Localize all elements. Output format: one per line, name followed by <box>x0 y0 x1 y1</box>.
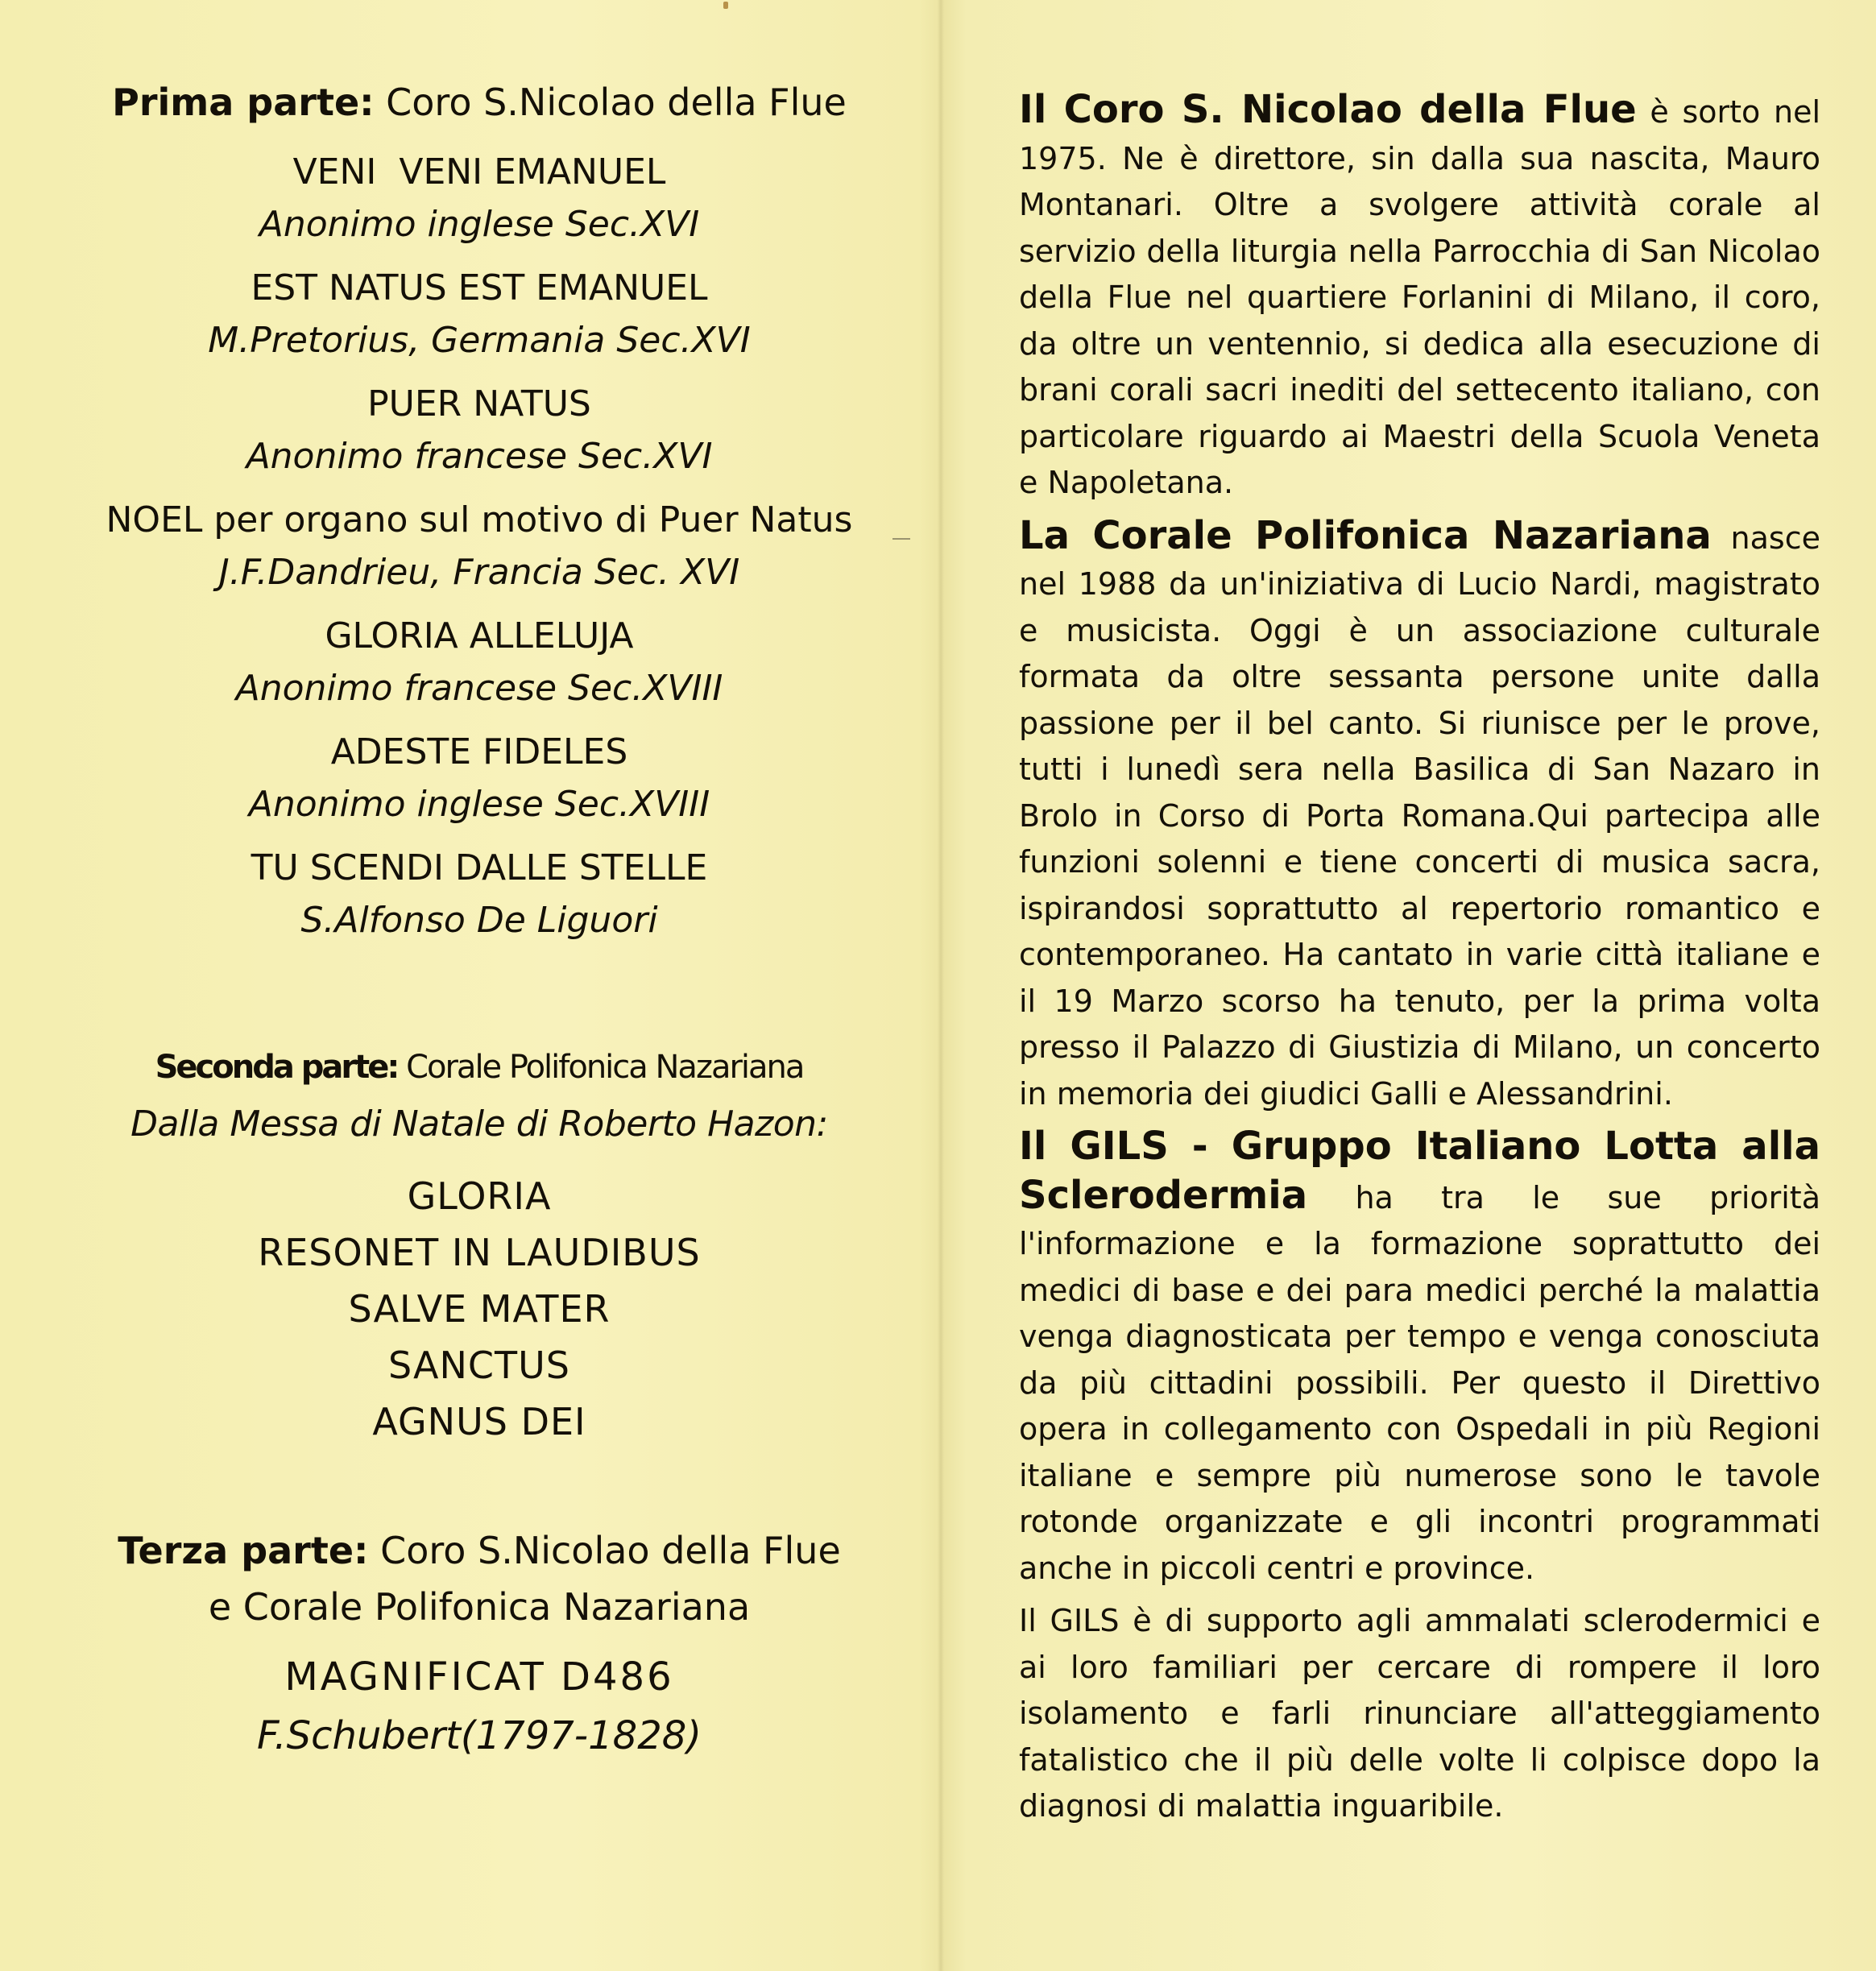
piece-item <box>89 495 870 599</box>
part3-piece-title: MAGNIFICAT D486 <box>284 1654 674 1700</box>
program-panel <box>89 74 870 1764</box>
paper-mark <box>723 2 728 9</box>
mass-piece: SANCTUS <box>387 1344 571 1387</box>
piece-author: Anonimo inglese Sec.XVIII <box>248 784 710 825</box>
piece-author: M.Pretorius, Germania Sec.XVI <box>208 320 751 361</box>
part1-heading <box>89 74 870 130</box>
piece-title: EST NATUS EST EMANUEL <box>251 267 708 308</box>
piece-item <box>89 379 870 483</box>
part3-performer: Coro S.Nicolao della Flue <box>380 1529 841 1572</box>
piece-title: GLORIA ALLELUJA <box>325 615 634 656</box>
about-panel <box>1019 87 1820 1836</box>
part2-heading <box>89 1039 870 1095</box>
part2-intro: Dalla Messa di Natale di Roberto Hazon: <box>130 1104 828 1145</box>
corale-paragraph <box>1019 513 1820 1118</box>
mass-piece: AGNUS DEI <box>372 1400 586 1443</box>
mass-piece: GLORIA <box>407 1174 552 1218</box>
coro-text: è sorto nel 1975. Ne è direttore, sin dalla sua nascita, Mauro Montanari. Oltre a svolgere attività corale al servizio della liturgia nella Parrocchia di San Nicolao della Flue nel quartiere Forlanini di Milano, il coro, da oltre un ventennio, si dedica alla esecuzione di brani corali sacri inediti del settecento italiano, con particolare riguardo ai Maestri della Scuola Veneta e Napoletana. <box>1019 94 1820 500</box>
part1-performer: Coro S.Nicolao della Flue <box>386 81 847 124</box>
piece-item <box>89 727 870 831</box>
gils-paragraph <box>1019 1124 1820 1592</box>
part3-piece-author: F.Schubert(1797-1828) <box>256 1713 702 1758</box>
piece-title: NOEL per organo sul motivo di Puer Natus <box>106 499 853 540</box>
piece-author: S.Alfonso De Liguori <box>300 900 658 941</box>
piece-author: J.F.Dandrieu, Francia Sec. XVI <box>218 552 740 593</box>
coro-lead: Il Coro S. Nicolao della Flue <box>1019 87 1637 132</box>
part2-performer: Corale Polifonica Nazariana <box>406 1049 804 1086</box>
fold-mark <box>892 538 910 540</box>
piece-author: Anonimo francese Sec.XVI <box>246 436 713 477</box>
piece-title: PUER NATUS <box>367 383 591 424</box>
mass-piece: SALVE MATER <box>348 1287 611 1331</box>
part1-pieces <box>89 147 870 947</box>
piece-title: ADESTE FIDELES <box>330 731 628 772</box>
part3-heading <box>89 1522 870 1579</box>
part2-label: Seconda parte: <box>155 1049 398 1086</box>
piece-title: TU SCENDI DALLE STELLE <box>251 847 708 888</box>
piece-author: Anonimo inglese Sec.XVI <box>259 204 700 245</box>
piece-item <box>89 147 870 251</box>
coro-paragraph <box>1019 87 1820 507</box>
piece-title: VENI VENI EMANUEL <box>292 151 666 193</box>
corale-text: nasce nel 1988 da un'iniziativa di Lucio Nardi, magistrato e musicista. Oggi è un associazione culturale formata da oltre sessanta persone unite dalla passione per il bel canto. Si riunisce per le prove, tutti i lunedì sera nella Basilica di San Nazaro in Brolo in Corso di Porta Romana.Qui partecipa alle funzioni solenni e tiene concerti di musica sacra, ispirandosi soprattutto al repertorio romantico e contemporaneo. Ha cantato in varie città italiane e il 19 Marzo scorso ha tenuto, per la prima volta presso il Palazzo di Giustizia di Milano, un concerto in memoria dei giudici Galli e Alessandrini. <box>1019 520 1820 1112</box>
gils-support-paragraph: Il GILS è di supporto agli ammalati sclerodermici e ai loro familiari per cercare di rompere il loro isolamento e farli rinunciare all'atteggiamento fatalistico che il più delle volte li colpisce dopo la diagnosi di malattia inguaribile. <box>1019 1603 1820 1824</box>
gils-text: ha tra le sue priorità l'informazione e la formazione soprattutto dei medici di base e dei para medici perché la malattia venga diagnosticata per tempo e venga conosciuta da più cittadini possibili. Per questo il Direttivo opera in collegamento con Ospedali in più Regioni italiane e sempre più numerose sono le tavole rotonde organizzate e gli incontri programmati anche in piccoli centri e province. <box>1019 1179 1820 1586</box>
part1-label: Prima parte: <box>112 81 375 124</box>
corale-lead: La Corale Polifonica Nazariana <box>1019 512 1712 558</box>
mass-piece: RESONET IN LAUDIBUS <box>258 1231 701 1274</box>
piece-item <box>89 843 870 947</box>
part3-performer-line2: e Corale Polifonica Nazariana <box>208 1585 751 1629</box>
piece-item <box>89 611 870 715</box>
piece-item <box>89 263 870 367</box>
part2-pieces <box>89 1168 870 1450</box>
part3-label: Terza parte: <box>118 1529 369 1572</box>
center-fold <box>938 0 944 1971</box>
piece-author: Anonimo francese Sec.XVIII <box>235 668 723 709</box>
gils-lead: Il GILS - Gruppo Italiano Lotta alla Sclerodermia <box>1019 1124 1820 1218</box>
